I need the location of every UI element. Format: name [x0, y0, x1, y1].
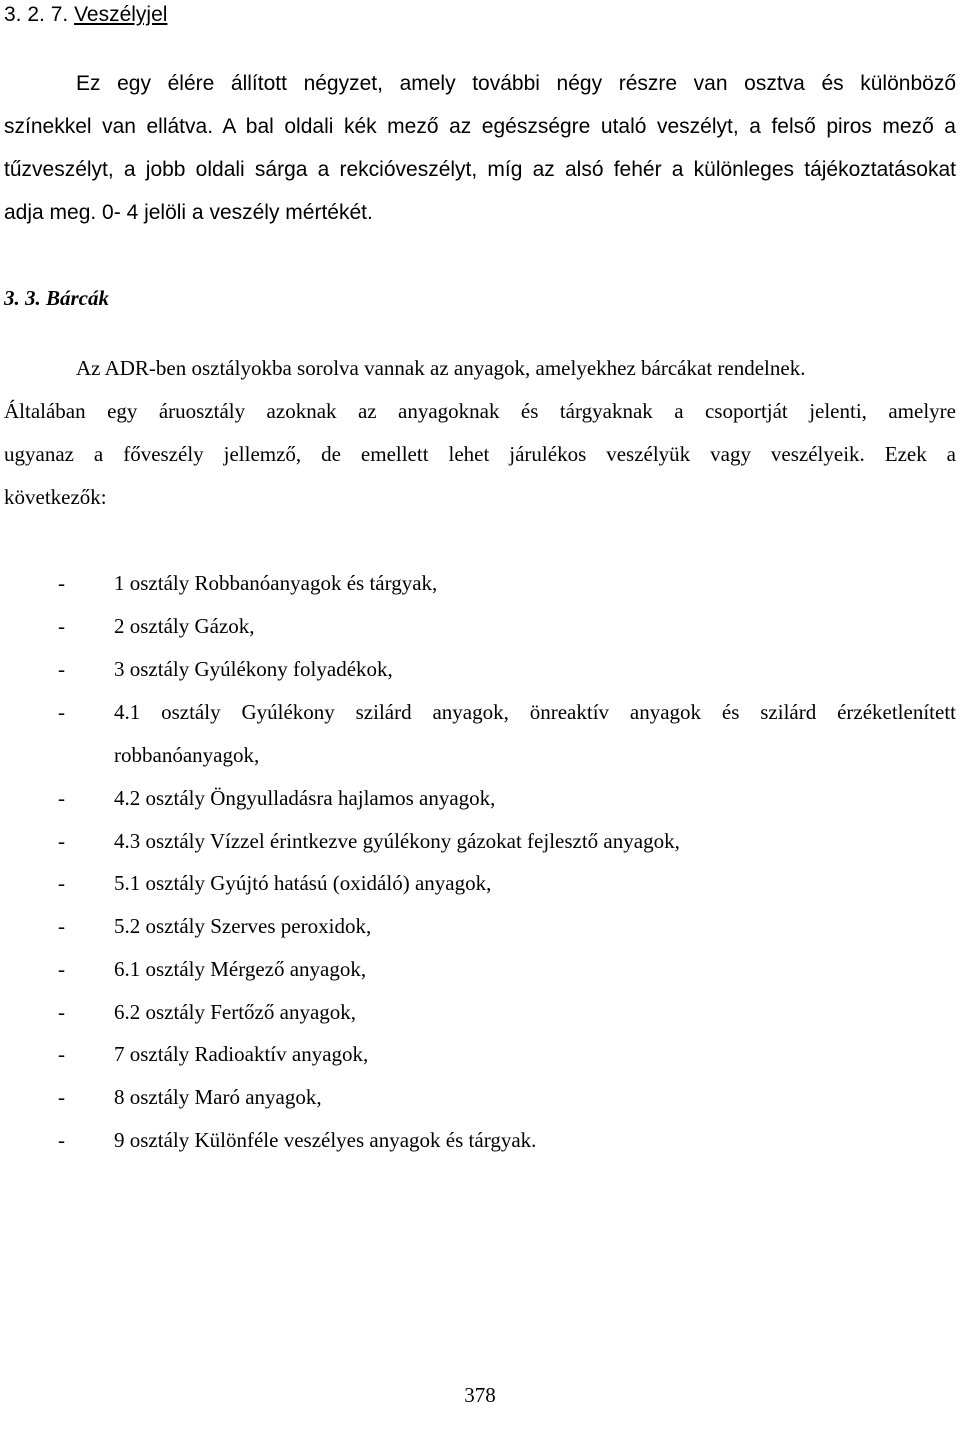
list-bullet: - — [58, 571, 65, 595]
list-item-text: 4.1 osztály Gyúlékony szilárd anyagok, önreaktív anyagok és szilárd érzéketlenített — [114, 700, 956, 724]
list-bullet: - — [58, 914, 65, 938]
list-item-text: 6.1 osztály Mérgező anyagok, — [114, 957, 367, 981]
paragraph-line: Ez egy élére állított négyzet, amely további négy részre van osztva és különböző — [76, 72, 956, 95]
list-item-text: 7 osztály Radioaktív anyagok, — [114, 1042, 369, 1066]
list-bullet: - — [58, 871, 65, 895]
list-item-text: 8 osztály Maró anyagok, — [114, 1085, 322, 1109]
list-item-text: 2 osztály Gázok, — [114, 614, 255, 638]
paragraph-line: ugyanaz a főveszély jellemző, de emellett lehet járulékos veszélyük vagy veszélyeik. Ezek a — [4, 442, 956, 466]
list-bullet: - — [58, 1128, 65, 1152]
paragraph-line: színekkel van ellátva. A bal oldali kék mező az egészségre utaló veszélyt, a felső piros mező a — [4, 115, 956, 138]
list-item-text: 6.2 osztály Fertőző anyagok, — [114, 1000, 357, 1024]
section-number: 3. 2. 7. — [4, 3, 69, 26]
section-heading-barcak: 3. 3. Bárcák — [4, 286, 109, 310]
list-item-text: 5.1 osztály Gyújtó hatású (oxidáló) anyagok, — [114, 871, 492, 895]
list-item-text: 4.2 osztály Öngyulladásra hajlamos anyagok, — [114, 786, 496, 810]
section-heading — [4, 3, 167, 27]
paragraph-line: következők: — [4, 485, 107, 509]
section-title: Veszélyjel — [74, 3, 168, 26]
list-bullet: - — [58, 957, 65, 981]
list-item-text: 3 osztály Gyúlékony folyadékok, — [114, 657, 393, 681]
list-bullet: - — [58, 1085, 65, 1109]
list-bullet: - — [58, 1042, 65, 1066]
list-item-continuation: robbanóanyagok, — [114, 743, 260, 767]
list-item-text: 5.2 osztály Szerves peroxidok, — [114, 914, 372, 938]
list-item-text: 1 osztály Robbanóanyagok és tárgyak, — [114, 571, 438, 595]
list-item-text: 9 osztály Különféle veszélyes anyagok és tárgyak. — [114, 1128, 537, 1152]
list-bullet: - — [58, 1000, 65, 1024]
paragraph-line: tűzveszélyt, a jobb oldali sárga a rekcióveszélyt, míg az alsó fehér a különleges tájékoztatásokat — [4, 158, 956, 181]
list-bullet: - — [58, 829, 65, 853]
list-bullet: - — [58, 786, 65, 810]
paragraph-line: adja meg. 0- 4 jelöli a veszély mértékét. — [4, 201, 373, 224]
paragraph-line: Az ADR-ben osztályokba sorolva vannak az anyagok, amelyekhez bárcákat rendelnek. — [76, 356, 806, 380]
list-item-text: 4.3 osztály Vízzel érintkezve gyúlékony gázokat fejlesztő anyagok, — [114, 829, 680, 853]
list-bullet: - — [58, 657, 65, 681]
paragraph-line: Általában egy áruosztály azoknak az anyagoknak és tárgyaknak a csoportját jelenti, amelyre — [4, 399, 956, 423]
list-bullet: - — [58, 614, 65, 638]
page-number: 378 — [464, 1383, 496, 1407]
list-bullet: - — [58, 700, 65, 724]
